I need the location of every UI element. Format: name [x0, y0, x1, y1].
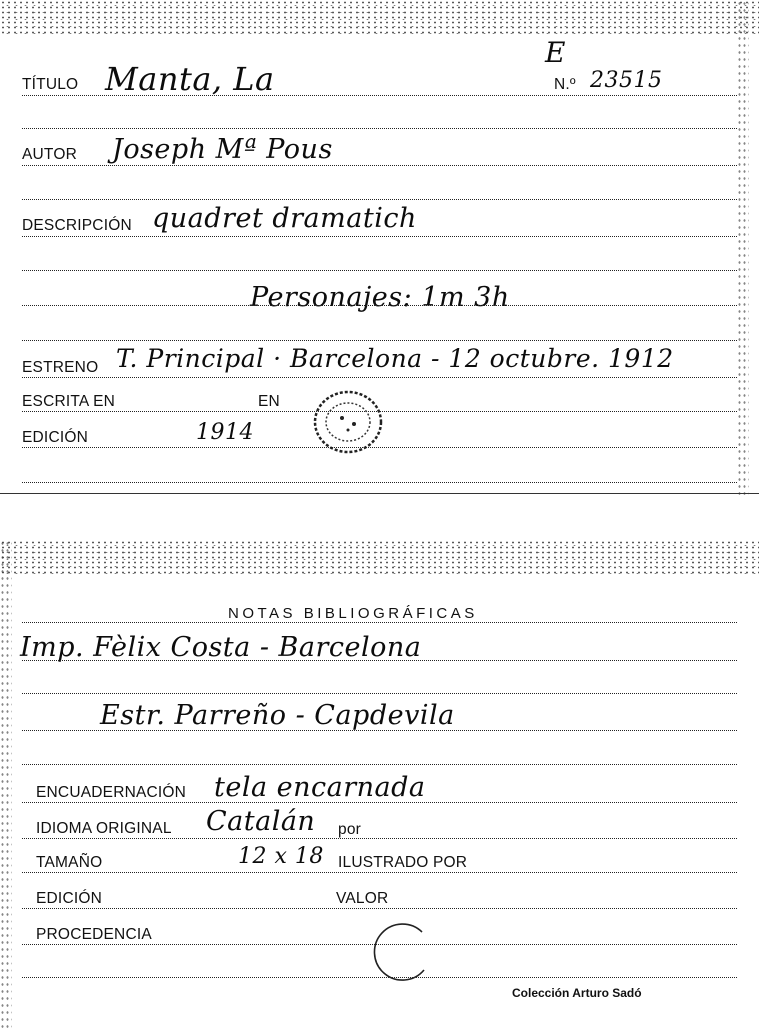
library-stamp-icon: [312, 388, 384, 456]
corner-mark: E: [545, 36, 566, 69]
note-line-1: Imp. Fèlix Costa - Barcelona: [20, 632, 422, 663]
rule-blank-4: [22, 305, 737, 306]
rule-autor: [22, 165, 737, 166]
descripcion-value: quadret dramatich: [152, 203, 417, 234]
card-bottom-left-edge: [0, 540, 12, 1028]
card-bottom-torn-edge: [0, 540, 759, 574]
note-line-2: Estr. Parreño - Capdevila: [100, 700, 455, 731]
catalog-card-bottom: [0, 540, 759, 1028]
tamano-value: 12 x 18: [238, 844, 324, 869]
rule-blank-5: [22, 340, 737, 341]
idioma-value: Catalán: [206, 806, 316, 837]
estreno-value: T. Principal · Barcelona - 12 octubre. 1912: [116, 344, 674, 373]
encuadernacion-value: tela encarnada: [214, 772, 426, 803]
rule-idioma: [22, 838, 737, 839]
catalog-card-top: [0, 0, 759, 495]
rule-blank-1: [22, 128, 737, 129]
coleccion-stamp: Colección Arturo Sadó: [512, 986, 642, 1000]
rule-tamano: [22, 872, 737, 873]
procedencia-label: PROCEDENCIA: [36, 926, 152, 943]
en-label: EN: [258, 393, 280, 410]
encuadernacion-label: ENCUADERNACIÓN: [36, 784, 187, 801]
rule-note-2: [22, 730, 737, 731]
rule-blank-3: [22, 270, 737, 271]
ilustrado-label: ILUSTRADO POR: [338, 854, 468, 871]
rule-edicion-bottom: [22, 908, 737, 909]
tamano-label: TAMAÑO: [36, 854, 103, 871]
rule-encuadernacion: [22, 802, 737, 803]
card-separator: [0, 493, 759, 494]
estreno-label: ESTRENO: [22, 359, 99, 376]
numero-label: N.º: [554, 76, 576, 93]
notas-heading: NOTAS BIBLIOGRÁFICAS: [228, 605, 478, 622]
autor-label: AUTOR: [22, 146, 77, 163]
rule-descripcion: [22, 236, 737, 237]
titulo-label: TÍTULO: [22, 76, 79, 93]
descripcion-extra: Personajes: 1m 3h: [250, 282, 510, 313]
faint-circle-stamp-icon: [364, 920, 434, 988]
edicion-label: EDICIÓN: [22, 429, 88, 446]
descripcion-label: DESCRIPCIÓN: [22, 217, 132, 234]
autor-value: Joseph Mª Pous: [112, 134, 333, 165]
idioma-label: IDIOMA ORIGINAL: [36, 820, 172, 837]
edicion-value: 1914: [196, 420, 254, 445]
rule-note-1: [22, 660, 737, 661]
rule-blank-8: [22, 764, 737, 765]
rule-blank-2: [22, 199, 737, 200]
edicion-bottom-label: EDICIÓN: [36, 890, 102, 907]
card-top-right-edge: [737, 0, 749, 495]
rule-estreno: [22, 377, 737, 378]
rule-notas: [22, 622, 737, 623]
valor-label: VALOR: [336, 890, 389, 907]
rule-blank-6: [22, 482, 737, 483]
rule-titulo: [22, 95, 737, 96]
rule-blank-7: [22, 693, 737, 694]
card-top-torn-edge: [0, 0, 759, 34]
escrita-en-label: ESCRITA EN: [22, 393, 116, 410]
por-label: por: [338, 821, 362, 838]
titulo-value: Manta, La: [105, 60, 275, 98]
numero-value: 23515: [590, 68, 663, 93]
